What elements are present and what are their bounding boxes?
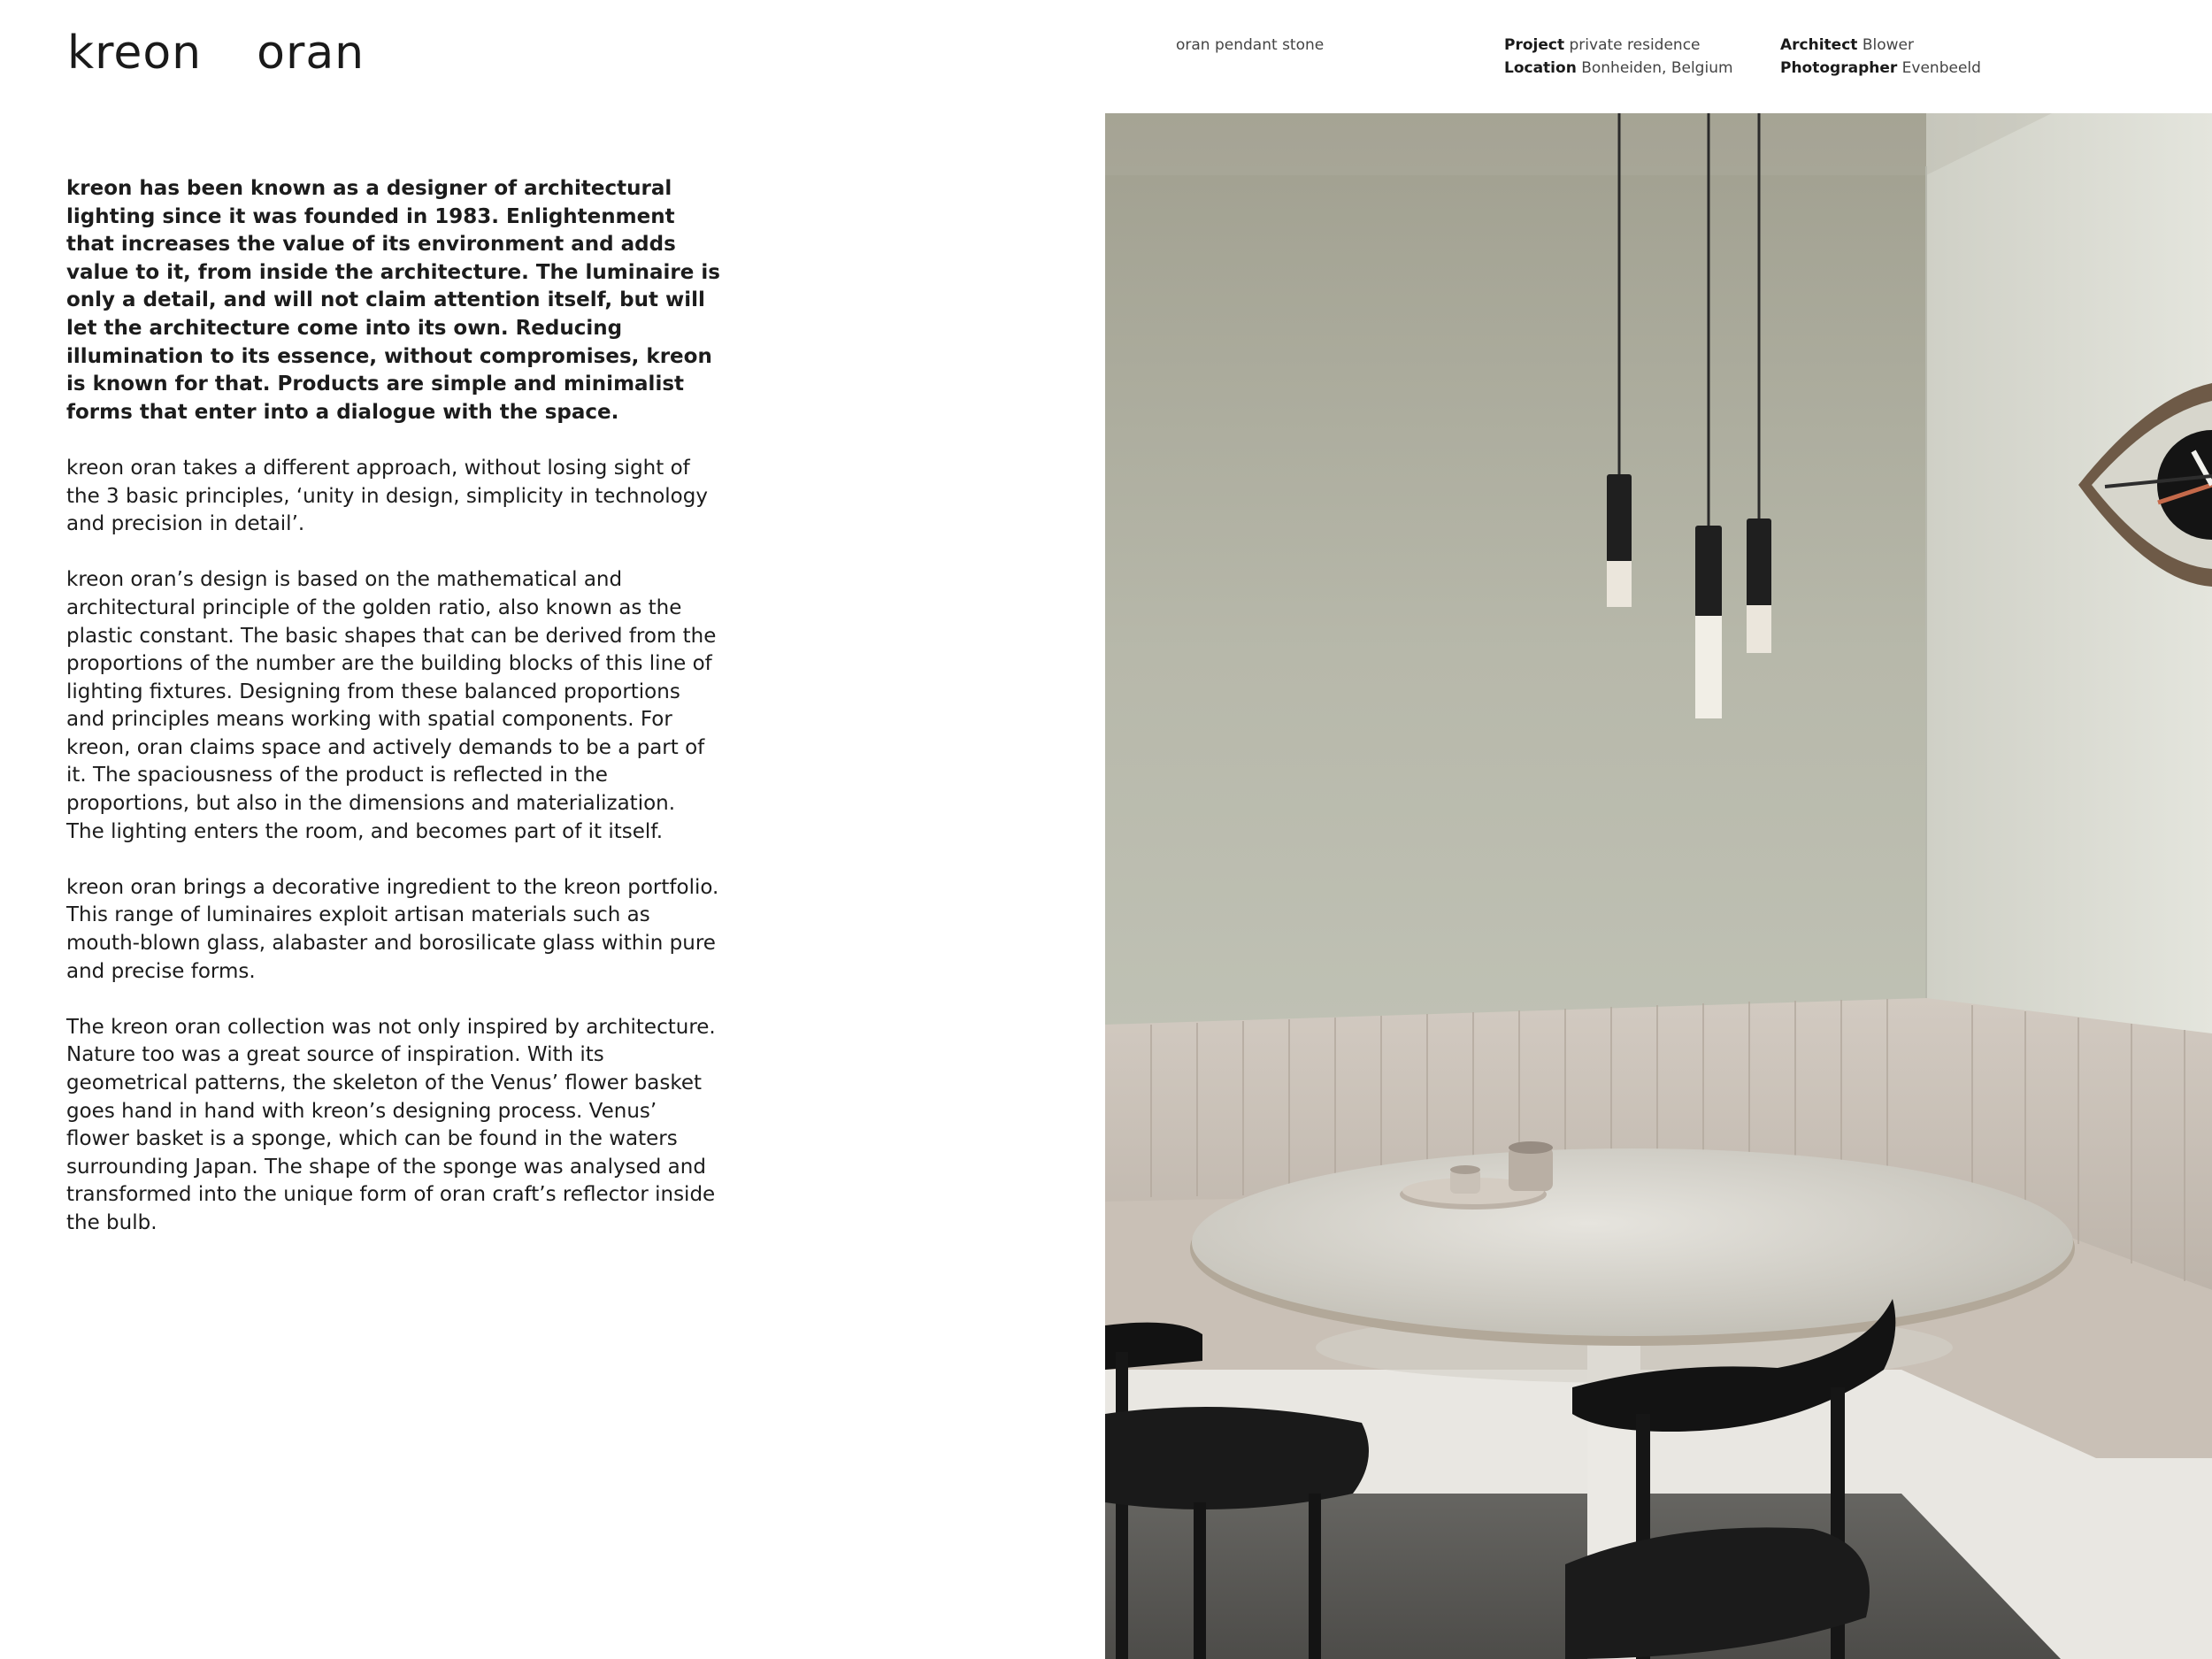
photographer-label: Photographer [1780,59,1898,77]
body-text [66,175,721,1265]
brand-name: kreon [67,27,203,80]
golden-ratio-paragraph [66,566,721,846]
architect-label: Architect [1780,36,1858,54]
project-value: private residence [1569,36,1701,54]
golden-ratio-text: kreon oran’s design is based on the mathematical and architectural principle of the golden ratio, also known as the plastic constant. The basic shapes that can be derived from the proportions of the number are the building blocks of this line of lighting fixtures. Designing from these balanced proportions and principles means working with spatial components. For kreon, oran claims space and actively demands to be a part of it. The spaciousness of the product is reflected in the proportions, but also in the dimensions and materialization. [66,568,717,816]
location-label: Location [1504,59,1577,77]
product-family-name: oran [257,27,365,80]
nature-paragraph: The kreon oran collection was not only inspired by architecture. Nature too was a great source of inspiration. With its geometrical patterns, the skeleton of the Venus’ flower basket goes hand in hand with kreon’s designing process. Venus’ flower basket is a sponge, which can be found in the waters surrounding Japan. The shape of the sponge was analysed and transformed into the unique form of oran craft’s reflector inside the bulb. [66,1015,716,1234]
golden-ratio-closing: The lighting enters the room, and becomes part of it itself. [66,819,664,843]
materials-paragraph: kreon oran brings a decorative ingredient to the kreon portfolio. This range of luminaires exploit artisan materials such as mouth-blown glass, alabaster and borosilicate glass within pure and precise forms. [66,875,719,983]
photographer-line [1780,57,1981,80]
principles-paragraph: kreon oran takes a different approach, without losing sight of the 3 basic principles, ‘unity in design, simplicity in technology and precision in detail’. [66,456,708,536]
project-label: Project [1504,36,1565,54]
interior-photo [1105,113,2212,1659]
architect-line [1780,34,1981,57]
dining-nook-illustration [1105,113,2212,1659]
credits-meta [1780,34,1981,80]
photographer-value: Evenbeeld [1901,59,1981,77]
location-value: Bonheiden, Belgium [1581,59,1733,77]
architect-value: Blower [1862,36,1914,54]
project-meta [1504,34,1733,80]
brand-logo [67,27,365,80]
project-line [1504,34,1733,57]
location-line [1504,57,1733,80]
product-name: oran pendant stone [1176,36,1325,54]
intro-paragraph: kreon has been known as a designer of architectural lighting since it was founded in 1983. Enlightenment that increases the value of its environment and adds value to it, from inside the architecture. The luminaire is only a detail, and will not claim attention itself, but will let the architecture come into its own. Reducing illumination to its essence, without compromises, kreon is known for that. Products are simple and minimalist forms that enter into a dialogue with the space. [66,177,720,424]
